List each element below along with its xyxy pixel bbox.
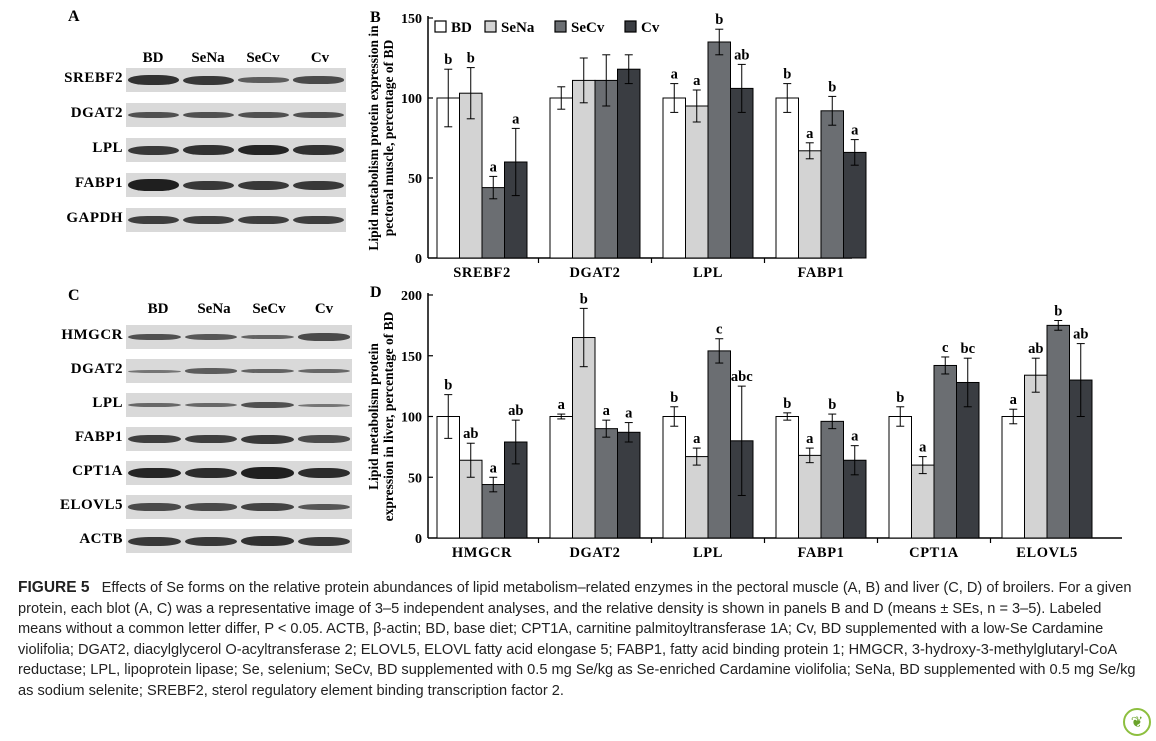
blot-band	[238, 77, 289, 82]
blot-protein-label: ACTB	[79, 531, 123, 547]
figure-caption	[18, 578, 1138, 701]
significance-letter: c	[942, 339, 949, 356]
significance-letter: a	[489, 460, 497, 477]
blot-band	[298, 435, 351, 442]
significance-letter: b	[828, 397, 837, 414]
significance-letter: b	[444, 377, 453, 394]
blot-c-lane-label: Cv	[314, 301, 334, 317]
blot-band	[241, 369, 294, 374]
leaf-logo-icon: ❦	[1123, 708, 1151, 736]
y-axis-label-line: pectoral muscle, percentage of BD	[381, 39, 396, 237]
blot-band	[298, 537, 351, 546]
blot-band	[128, 468, 181, 479]
category-label: DGAT2	[569, 545, 621, 561]
y-axis-label-line: Lipid metabolism protein	[366, 343, 381, 490]
blot-band	[238, 216, 289, 224]
blot-c-lane-label: SeNa	[197, 301, 231, 317]
y-tick-label: 0	[415, 532, 422, 547]
blot-band	[298, 468, 351, 478]
blot-band	[293, 216, 344, 224]
bar-cv	[618, 69, 641, 258]
blot-band	[183, 216, 234, 224]
blot-band	[293, 145, 344, 155]
significance-letter: b	[444, 52, 453, 69]
significance-letter: a	[670, 66, 678, 83]
blot-band	[293, 76, 344, 83]
bar-sena	[573, 80, 596, 258]
bar-sena	[573, 338, 596, 538]
significance-letter: a	[693, 73, 701, 89]
bar-secv	[595, 429, 618, 538]
blot-band	[183, 112, 234, 119]
legend-label: SeNa	[501, 20, 535, 36]
y-tick-label: 50	[408, 471, 422, 487]
blot-band	[298, 504, 351, 510]
blot-band	[185, 368, 238, 373]
blot-protein-label: GAPDH	[66, 210, 123, 226]
y-tick-label: 200	[401, 289, 422, 304]
significance-letter: b	[670, 389, 679, 406]
significance-letter: a	[1009, 392, 1017, 409]
blot-band	[128, 503, 181, 510]
bar-secv	[1047, 325, 1070, 538]
significance-letter: c	[716, 321, 723, 338]
blot-band	[185, 537, 238, 546]
blot-band	[293, 112, 344, 119]
blot-band	[298, 404, 351, 407]
blot-band	[238, 112, 289, 119]
blot-protein-label: DGAT2	[70, 361, 123, 377]
bar-cv	[844, 152, 867, 258]
blot-band	[128, 179, 179, 190]
significance-letter: a	[851, 428, 859, 445]
legend-swatch-secv	[555, 21, 566, 32]
significance-letter: b	[783, 66, 792, 83]
bar-bd	[663, 98, 686, 258]
blot-protein-label: LPL	[92, 395, 123, 411]
bar-secv	[934, 365, 957, 538]
bar-cv	[618, 432, 641, 538]
blot-band	[128, 75, 179, 85]
blot-band	[185, 503, 238, 510]
bar-sena	[912, 465, 935, 538]
category-label: LPL	[693, 265, 723, 281]
blot-c-lane-label: BD	[147, 301, 169, 317]
y-tick-label: 50	[408, 172, 422, 187]
bar-bd	[550, 98, 573, 258]
blot-band	[128, 112, 179, 119]
blot-protein-label: CPT1A	[72, 463, 123, 479]
blot-band	[128, 334, 181, 341]
legend-swatch-cv	[625, 21, 636, 32]
significance-letter: b	[896, 389, 905, 406]
blot-band	[185, 334, 238, 340]
blot-a-lane-label: BD	[142, 50, 164, 66]
bar-sena	[799, 151, 822, 258]
blot-band	[183, 145, 234, 155]
bar-secv	[708, 42, 731, 258]
blot-band	[128, 537, 181, 546]
significance-letter: a	[806, 125, 814, 142]
blot-a-lane-label: SeNa	[191, 50, 225, 66]
significance-letter: a	[806, 431, 814, 448]
bar-chart-b	[362, 0, 882, 285]
bar-secv	[821, 421, 844, 538]
y-tick-label: 100	[401, 92, 422, 107]
blot-band	[183, 76, 234, 85]
blot-band	[185, 468, 238, 478]
category-label: SREBF2	[453, 265, 511, 281]
blot-band	[128, 146, 179, 155]
blot-protein-label: FABP1	[74, 175, 123, 191]
significance-letter: a	[512, 111, 520, 128]
bar-bd	[663, 417, 686, 539]
significance-letter: b	[579, 291, 588, 308]
y-tick-label: 100	[401, 410, 422, 426]
blot-band	[241, 435, 294, 444]
category-label: DGAT2	[569, 265, 621, 281]
blot-protein-label: SREBF2	[64, 70, 123, 86]
blot-band	[241, 503, 294, 511]
category-label: FABP1	[797, 265, 845, 281]
blot-a-lane-label: SeCv	[246, 50, 280, 66]
significance-letter: a	[602, 403, 610, 420]
significance-letter: a	[557, 397, 565, 414]
bar-sena	[1025, 375, 1048, 538]
significance-letter: a	[919, 439, 927, 456]
bar-bd	[1002, 417, 1025, 539]
bar-bd	[889, 417, 912, 539]
legend-label: Cv	[641, 20, 660, 36]
y-axis-label-line: expression in liver, percentage of BD	[381, 311, 396, 522]
significance-letter: a	[489, 159, 497, 176]
blot-protein-label: LPL	[92, 140, 123, 156]
significance-letter: b	[828, 79, 837, 96]
blot-band	[128, 370, 181, 373]
panel-letter-d: D	[370, 284, 382, 301]
blot-band	[185, 403, 238, 407]
bar-bd	[776, 98, 799, 258]
y-axis-label	[366, 311, 396, 521]
blot-band	[185, 435, 238, 443]
blot-band	[241, 536, 294, 546]
bar-sena	[799, 455, 822, 538]
blot-band	[241, 402, 294, 409]
significance-letter: b	[783, 395, 792, 412]
blot-protein-label: HMGCR	[61, 327, 123, 343]
bar-secv	[708, 351, 731, 538]
bar-bd	[550, 417, 573, 539]
significance-letter: ab	[463, 426, 479, 443]
blot-band	[298, 333, 351, 340]
blot-band	[241, 335, 294, 340]
y-tick-label: 0	[415, 252, 422, 267]
blot-band	[238, 181, 289, 190]
y-axis-label-line: Lipid metabolism protein expression in	[366, 25, 381, 251]
blot-band	[238, 145, 289, 156]
blot-band	[183, 181, 234, 190]
blot-band	[298, 369, 351, 373]
bar-sena	[686, 457, 709, 538]
blot-a-lane-label: Cv	[310, 50, 330, 66]
caption-text: Effects of Se forms on the relative protein abundances of lipid metabolism–related enzymes in the pectoral muscle (A, B) and liver (C, D) of broilers. For a given protein, each blot (A, C) was a representative image of 3–5 independent analyses, and the relative density is shown in panels B and D (means ± SEs, n = 3–5). Labeled means without a common letter differ, P < 0.05. ACTB, β-actin; BD, base diet; CPT1A, carnitine palmitoyltransferase 1A; Cv, BD supplemented with a low-Se Cardamine violifolia; DGAT2, diacylglycerol O-acyltransferase 2; ELOVL5, ELOVL fatty acid elongase 5; FABP1, fatty acid binding protein 1; HMGCR, 3-hydroxy-3-methylglutaryl-CoA reductase; LPL, lipoprotein lipase; Se, selenium; SeCv, BD supplemented with 0.5 mg Se/kg as Se-enriched Cardamine violifolia; SeNa, BD supplemented with 0.5 mg Se/kg as sodium selenite; SREBF2, sterol regulatory element binding transcription factor 2.	[18, 580, 1136, 699]
category-label: HMGCR	[451, 545, 513, 561]
category-label: LPL	[693, 545, 723, 561]
panel-letter-a: A	[68, 8, 80, 25]
significance-letter: ab	[734, 47, 750, 64]
significance-letter: b	[466, 50, 475, 67]
y-tick-label: 150	[401, 349, 422, 365]
blot-protein-label: ELOVL5	[59, 497, 123, 513]
significance-letter: bc	[960, 341, 975, 358]
significance-letter: ab	[1073, 326, 1089, 343]
significance-letter: a	[851, 122, 859, 139]
panel-letter-c: C	[68, 287, 80, 304]
bar-secv	[595, 80, 618, 258]
bar-bd	[776, 417, 799, 539]
significance-letter: ab	[1028, 341, 1044, 358]
significance-letter: b	[715, 12, 724, 29]
panel-letter-b: B	[370, 9, 381, 26]
blot-band	[128, 435, 181, 443]
blot-c-lane-label: SeCv	[252, 301, 286, 317]
legend-label: SeCv	[571, 20, 605, 36]
bar-sena	[686, 106, 709, 258]
legend-swatch-sena	[485, 21, 496, 32]
category-label: CPT1A	[909, 545, 959, 561]
legend-swatch-bd	[435, 21, 446, 32]
category-label: ELOVL5	[1016, 545, 1078, 561]
significance-letter: a	[693, 431, 701, 448]
y-axis-label	[366, 25, 396, 251]
y-tick-label: 150	[401, 12, 422, 27]
blot-band	[128, 216, 179, 224]
bar-secv	[821, 111, 844, 258]
legend-label: BD	[451, 20, 472, 36]
blot-band	[293, 181, 344, 190]
blot-protein-label: FABP1	[74, 429, 123, 445]
significance-letter: abc	[730, 369, 753, 386]
blot-band	[241, 467, 294, 478]
bar-chart-d	[362, 283, 1152, 568]
category-label: FABP1	[797, 545, 845, 561]
blot-protein-label: DGAT2	[70, 105, 123, 121]
bar-secv	[482, 485, 505, 538]
significance-letter: a	[625, 405, 633, 422]
figure-label: FIGURE 5	[18, 579, 90, 596]
significance-letter: b	[1054, 303, 1063, 320]
significance-letter: ab	[508, 403, 524, 420]
bar-cv	[731, 88, 754, 258]
blot-band	[128, 403, 181, 407]
